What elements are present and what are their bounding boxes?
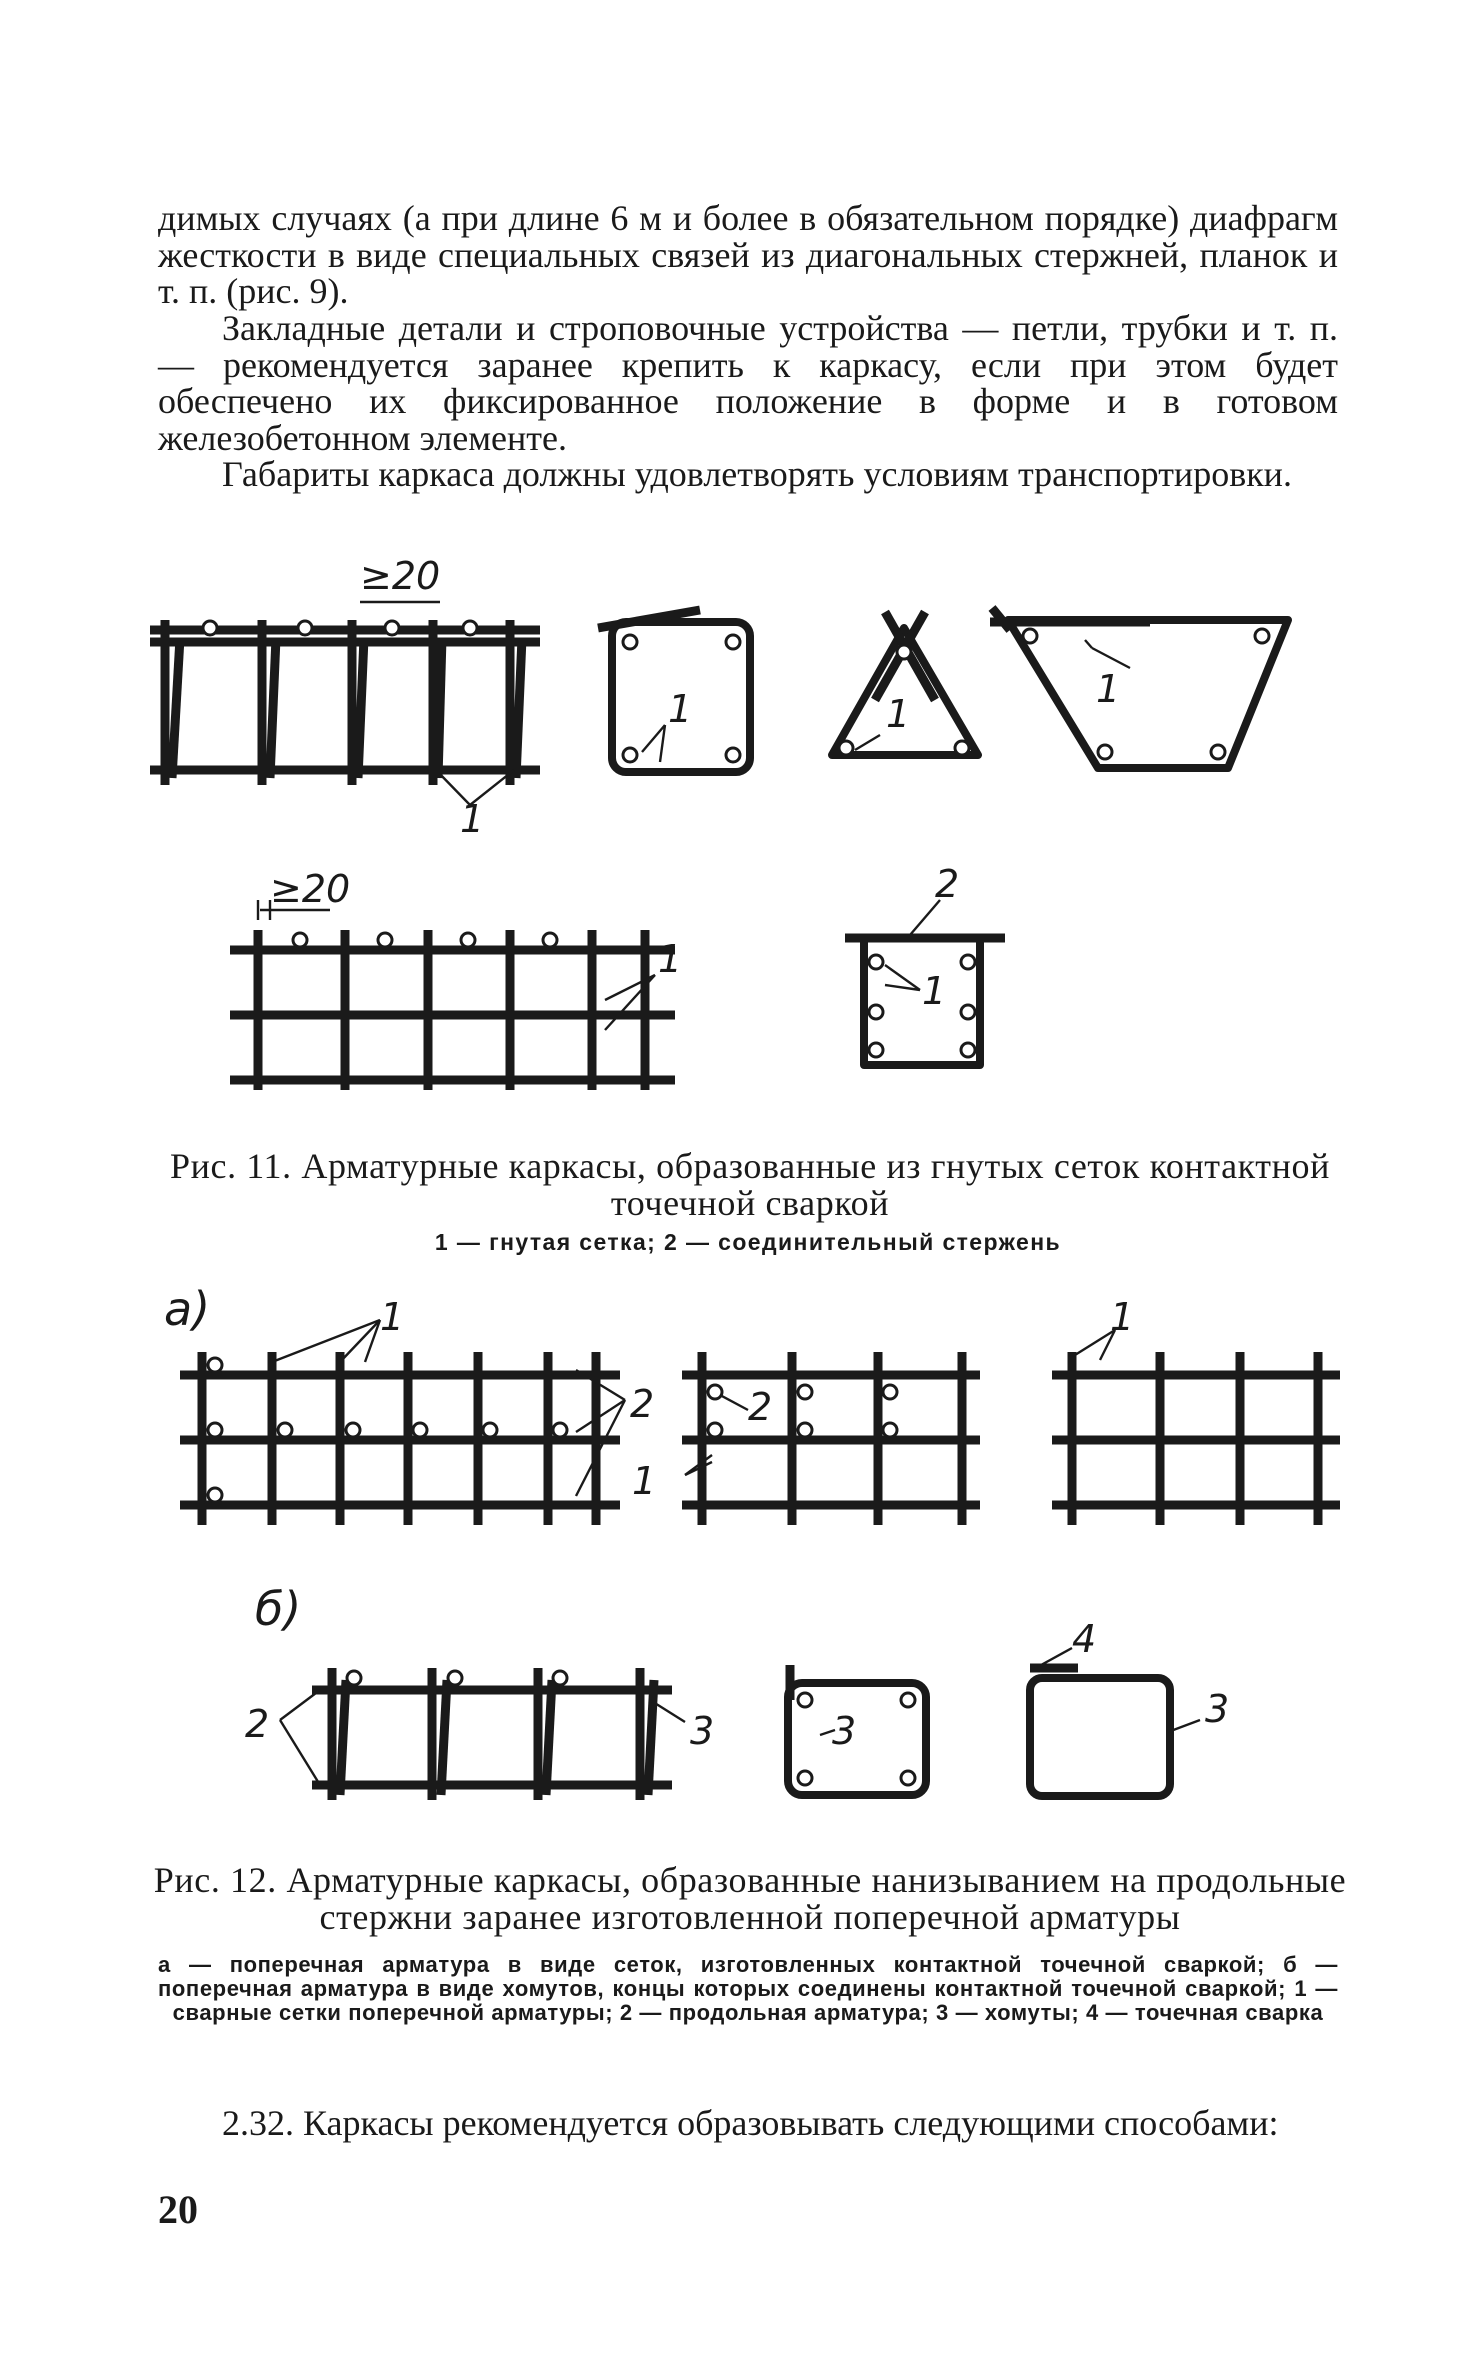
fig12b-label-2: 2 [245, 1702, 270, 1746]
fig11-label-1d: 1 [1096, 667, 1121, 711]
section-2-32: 2.32. Каркасы рекомендуется образовывать следующими способами: [222, 2103, 1279, 2143]
fig12a-mesh-3 [1052, 1330, 1340, 1525]
fig11-dim-top: ≥20 [360, 554, 441, 598]
fig12b-label-3a: 3 [690, 1709, 715, 1753]
fig12b-label-3b: 3 [832, 1709, 857, 1753]
fig12a-label-2b: 2 [748, 1385, 773, 1429]
fig11-label-1a: 1 [460, 797, 485, 841]
paragraph-embedded-parts: Закладные детали и строповочные устройства — петли, трубки и т. п. — рекомендуется заранее крепить к каркасу, если при этом будет обеспечено их фиксированное положение в форме и в готовом железобетонном элементе. [158, 308, 1338, 458]
fig12a-label-1c: 1 [1110, 1295, 1135, 1339]
fig11-legend: 1 — гнутая сетка; 2 — соединительный стержень [434, 1229, 1062, 1255]
fig12b-cage-side [280, 1668, 685, 1800]
fig12a-label-1a: 1 [380, 1295, 405, 1339]
paragraph-dimensions: Габариты каркаса должны удовлетворять условиям транспортировки. [222, 454, 1292, 494]
page-number: 20 [158, 2187, 198, 2232]
fig11-dim-mid: ≥20 [270, 867, 351, 911]
fig12a-label-2a: 2 [630, 1382, 655, 1426]
fig11-label-1b: 1 [668, 687, 693, 731]
fig12a-cage-side [180, 1320, 625, 1525]
fig12-sub-b: б) [255, 1582, 302, 1636]
fig12b-label-4: 4 [1072, 1617, 1097, 1661]
fig11-label-2: 2 [935, 862, 960, 906]
fig12b-label-3c: 3 [1205, 1687, 1230, 1731]
fig12a-label-1b: 1 [632, 1459, 657, 1503]
fig12-caption: Рис. 12. Арматурные каркасы, образованные нанизыванием на продольные стержни заранее изготовленной поперечной арматуры [153, 1860, 1347, 1937]
fig12b-welded-stirrup [1030, 1648, 1200, 1796]
fig11-caption: Рис. 11. Арматурные каркасы, образованные из гнутых сеток контактной точечной сваркой [170, 1146, 1330, 1223]
fig11-label-1f: 1 [922, 969, 947, 1013]
fig12b-stirrup-section [788, 1665, 926, 1795]
paragraph-continued: димых случаях (а при длине 6 м и более в обязательном порядке) диафрагм жесткости в виде специальных связей из диагональных стержней, планок и т. п. (рис. 9). [158, 198, 1338, 311]
fig11-label-1e: 1 [658, 937, 683, 981]
fig11-label-1c: 1 [886, 692, 911, 736]
fig12a-mesh-2 [682, 1352, 980, 1525]
fig12-sub-a: а) [164, 1282, 211, 1336]
fig12-legend: а — поперечная арматура в виде сеток, изготовленных контактной точечной сваркой; б — поперечная арматура в виде хомутов, концы которых соединены контактной точечной сваркой; 1 — сварные сетки поперечной арматуры; 2 — продольная арматура; 3 — хомуты; 4 — точечная сварка [158, 1952, 1338, 2025]
